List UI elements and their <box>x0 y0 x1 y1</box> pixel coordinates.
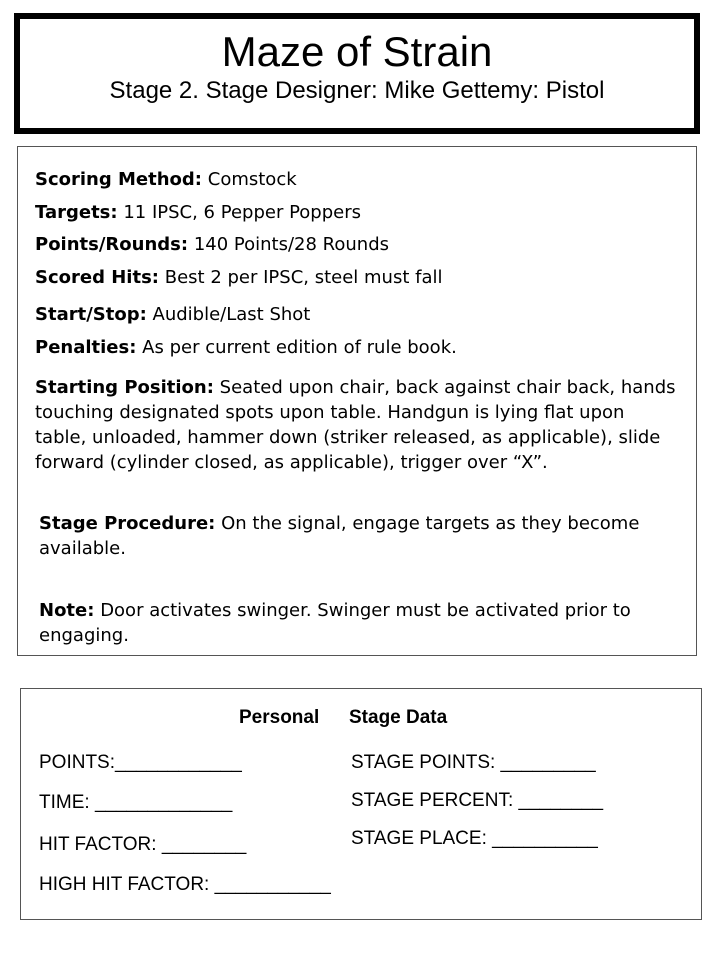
stage-info-box <box>17 146 697 656</box>
scoring-method-value: Comstock <box>207 169 297 190</box>
points-rounds-label: Points/Rounds: <box>35 234 189 255</box>
penalties-row <box>35 335 678 360</box>
personal-stage-data-box <box>20 688 702 920</box>
stage-place-field: STAGE PLACE: __________ <box>351 828 598 849</box>
starting-position-label: Starting Position: <box>35 377 214 398</box>
stage-title: Maze of Strain <box>221 28 493 75</box>
stage-procedure-label: Stage Procedure: <box>39 513 216 534</box>
stage-percent-field: STAGE PERCENT: ________ <box>351 790 604 811</box>
penalties-value: As per current edition of rule book. <box>142 337 457 358</box>
stage-procedure-value: On the signal, engage targets as they become available. <box>39 513 640 559</box>
high-hit-factor-field: HIGH HIT FACTOR: ___________ <box>39 874 331 895</box>
points-rounds-value: 140 Points/28 Rounds <box>193 234 389 255</box>
start-stop-row <box>35 302 678 327</box>
targets-label: Targets: <box>35 202 118 223</box>
note-row <box>39 598 678 648</box>
title-box <box>14 13 700 134</box>
scored-hits-value: Best 2 per IPSC, steel must fall <box>164 267 443 288</box>
scoring-method-label: Scoring Method: <box>35 169 203 190</box>
personal-heading: Personal <box>239 707 320 728</box>
stage-procedure-row <box>39 511 678 561</box>
stage-points-field: STAGE POINTS: _________ <box>351 752 596 773</box>
scored-hits-row <box>35 265 678 290</box>
hit-factor-field: HIT FACTOR: ________ <box>39 834 247 855</box>
note-label: Note: <box>39 600 95 621</box>
starting-position-row <box>35 375 678 475</box>
start-stop-label: Start/Stop: <box>35 304 147 325</box>
scoring-method-row <box>35 167 678 192</box>
stage-subtitle: Stage 2. Stage Designer: Mike Gettemy: Pistol <box>109 77 605 104</box>
targets-row <box>35 200 678 225</box>
points-field: POINTS:____________ <box>39 752 242 773</box>
stage-data-heading: Stage Data <box>349 707 448 728</box>
penalties-label: Penalties: <box>35 337 137 358</box>
targets-value: 11 IPSC, 6 Pepper Poppers <box>123 202 361 223</box>
note-value: Door activates swinger. Swinger must be activated prior to engaging. <box>39 600 631 646</box>
time-field: TIME: _____________ <box>39 792 233 813</box>
start-stop-value: Audible/Last Shot <box>152 304 311 325</box>
scored-hits-label: Scored Hits: <box>35 267 159 288</box>
points-rounds-row <box>35 232 678 257</box>
starting-position-value: Seated upon chair, back against chair back, hands touching designated spots upon table. Handgun is lying flat upon table, unloaded, hammer down (striker released, as applicable), slide forward (cylinder closed, as applicable), trigger over “X”. <box>35 377 676 473</box>
